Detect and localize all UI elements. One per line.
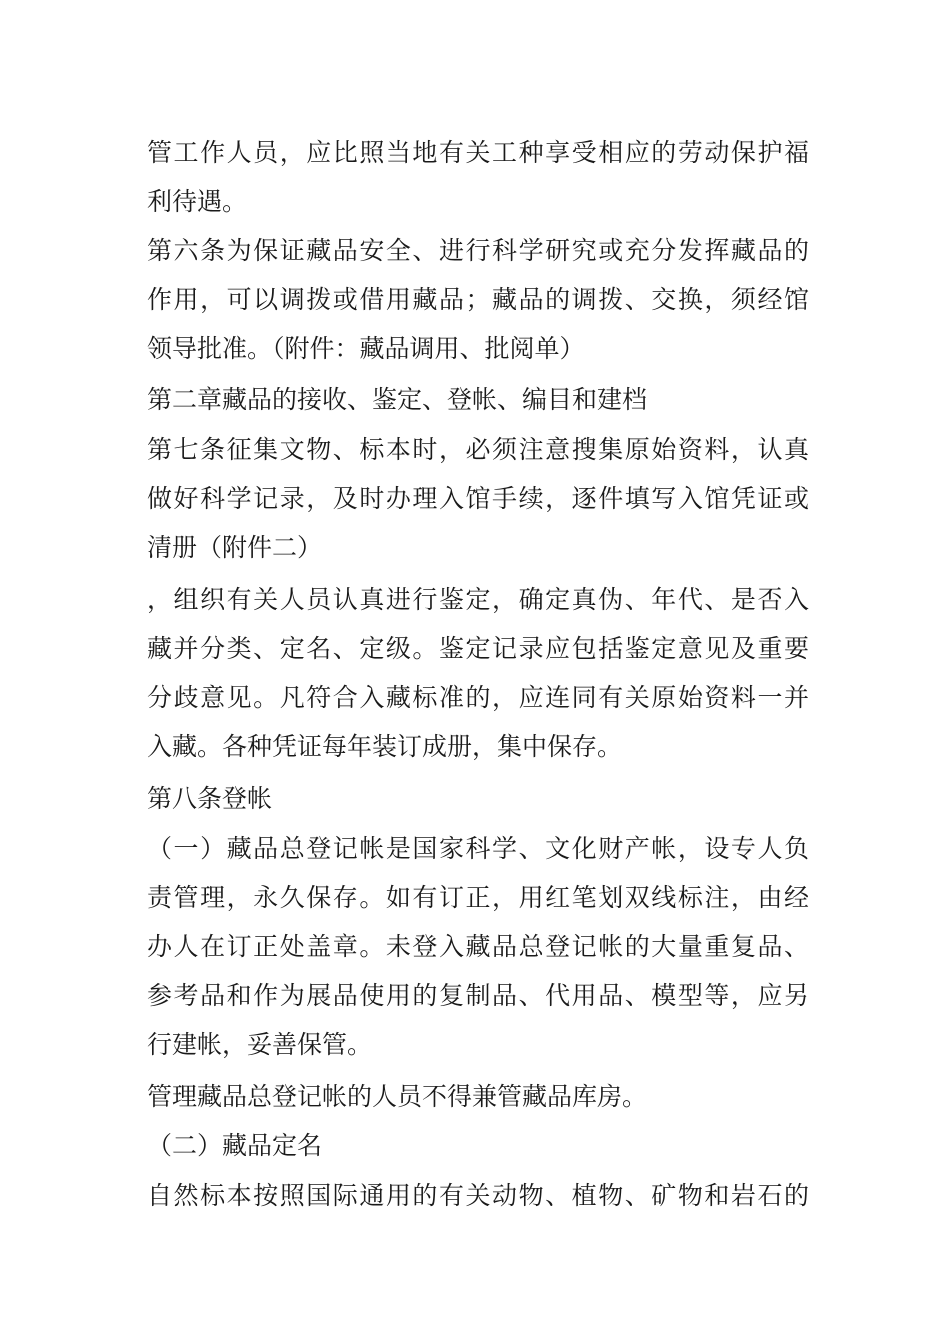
text-line: 作用，可以调拨或借用藏品；藏品的调拨、交换，须经馆 [147, 285, 809, 314]
section-heading: （二）藏品定名 [147, 1131, 323, 1160]
text-line: 分歧意见。凡符合入藏标准的，应连同有关原始资料一并 [147, 683, 809, 712]
text-line: 办人在订正处盖章。未登入藏品总登记帐的大量重复品、 [147, 932, 809, 961]
text-line: 入藏。各种凭证每年装订成册，集中保存。 [147, 732, 623, 761]
text-line: 行建帐，妥善保管。 [147, 1030, 373, 1059]
text-line: 责管理，永久保存。如有订正，用红笔划双线标注，由经 [147, 883, 809, 912]
text-line: （一）藏品总登记帐是国家科学、文化财产帐，设专人负 [147, 834, 809, 863]
text-line: 清册（附件二） [147, 533, 323, 562]
chapter-heading: 第二章藏品的接收、鉴定、登帐、编目和建档 [147, 385, 648, 414]
text-line: 利待遇。 [147, 187, 248, 216]
text-line: 做好科学记录，及时办理入馆手续，逐件填写入馆凭证或 [147, 484, 809, 513]
text-line: 领导批准。（附件：藏品调用、批阅单） [147, 334, 585, 363]
text-line: 第六条为保证藏品安全、进行科学研究或充分发挥藏品的 [147, 236, 809, 265]
text-line: 自然标本按照国际通用的有关动物、植物、矿物和岩石的 [147, 1181, 809, 1210]
article-heading: 第八条登帐 [147, 784, 273, 813]
text-line: 管理藏品总登记帐的人员不得兼管藏品库房。 [147, 1082, 648, 1111]
text-line: 管工作人员，应比照当地有关工种享受相应的劳动保护福 [147, 138, 809, 167]
text-line: 第七条征集文物、标本时，必须注意搜集原始资料，认真 [147, 435, 809, 464]
text-line: 参考品和作为展品使用的复制品、代用品、模型等，应另 [147, 981, 809, 1010]
text-line: 藏并分类、定名、定级。鉴定记录应包括鉴定意见及重要 [147, 634, 809, 663]
text-line: ，组织有关人员认真进行鉴定，确定真伪、年代、是否入 [147, 585, 809, 614]
